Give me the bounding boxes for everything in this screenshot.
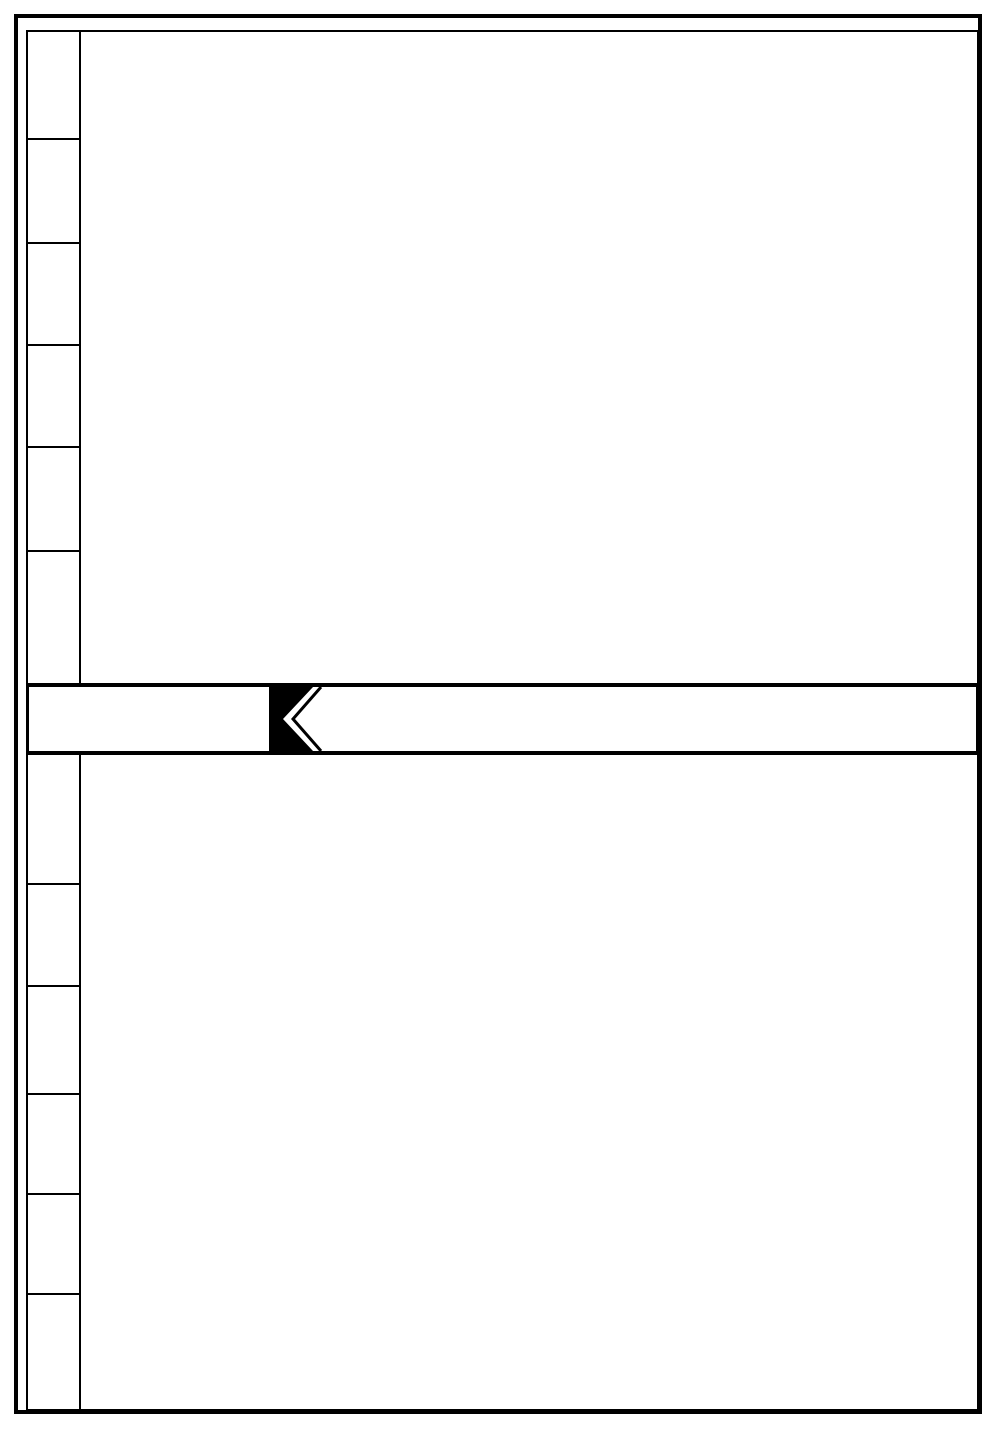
gen-row-15 bbox=[28, 552, 79, 683]
page-number bbox=[719, 687, 799, 751]
top-family-tree bbox=[81, 32, 977, 683]
gen-label bbox=[28, 1295, 79, 1407]
gen-row-13 bbox=[28, 346, 79, 448]
gen-row-12 bbox=[28, 244, 79, 346]
gen-row-13 bbox=[28, 1095, 79, 1195]
section-label bbox=[359, 687, 459, 751]
gen-label bbox=[28, 244, 79, 344]
generation-column bbox=[28, 755, 81, 1409]
top-panel bbox=[26, 30, 979, 685]
gen-row-14 bbox=[28, 448, 79, 552]
gen-row-11 bbox=[28, 140, 79, 244]
gen-label bbox=[28, 885, 79, 985]
gen-label bbox=[28, 552, 79, 652]
gen-label bbox=[28, 448, 79, 550]
gen-row-12 bbox=[28, 987, 79, 1095]
bottom-family-tree bbox=[81, 755, 977, 1409]
genealogy-title bbox=[59, 687, 269, 751]
gen-label bbox=[28, 987, 79, 1093]
gen-label bbox=[28, 1195, 79, 1293]
gen-label bbox=[28, 32, 79, 138]
gen-label bbox=[28, 1095, 79, 1193]
gen-row-11 bbox=[28, 885, 79, 987]
gen-label bbox=[28, 755, 79, 883]
generation-column bbox=[28, 32, 81, 683]
gen-row-14 bbox=[28, 1195, 79, 1295]
gen-row-10 bbox=[28, 755, 79, 885]
gen-label bbox=[28, 140, 79, 242]
branch-label bbox=[469, 687, 699, 751]
bottom-panel bbox=[26, 753, 979, 1411]
title-band bbox=[26, 684, 979, 754]
gen-row-10 bbox=[28, 32, 79, 140]
gen-row-15 bbox=[28, 1295, 79, 1409]
gen-label bbox=[28, 346, 79, 446]
ornament-icon bbox=[269, 687, 329, 751]
hall-name bbox=[819, 687, 969, 751]
